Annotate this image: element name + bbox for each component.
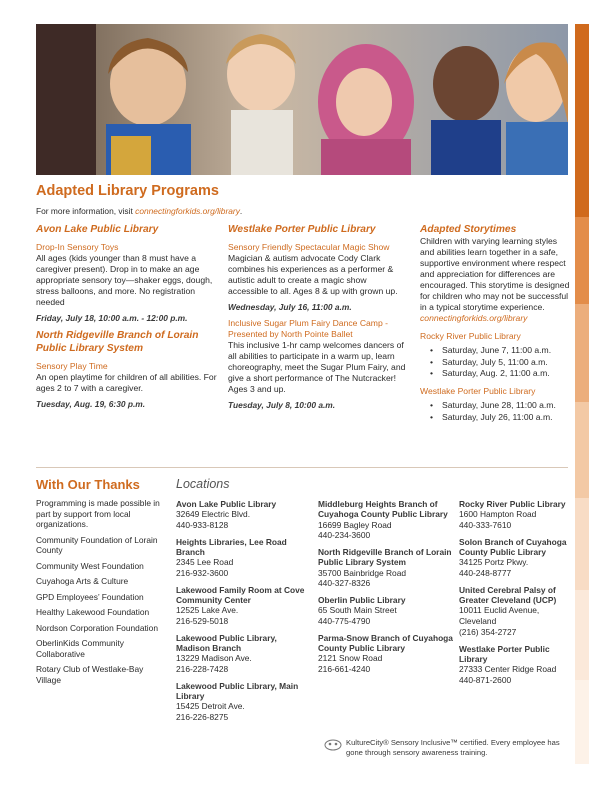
location-phone: 440-871-2600 [459,674,512,685]
sponsor-item: Rotary Club of Westlake-Bay Village [36,664,144,685]
location-address: 15425 Detroit Ave. [176,701,245,712]
intro-lead: For more information, visit [36,206,136,216]
location-name: Middleburg Heights Branch of Cuyahoga County Public Library [318,499,448,520]
location-address: 34125 Portz Pkwy. [459,557,529,568]
location-address: 65 South Main Street [318,605,397,616]
location-name: Westlake Porter Public Library [459,643,550,664]
locations-column-1 [176,499,311,729]
kulturecity-badge-icon [324,739,342,751]
program-description: This inclusive 1-hr camp welcomes dancers of all abilities to participate in a warm up, learn choreography, meet the Sugar Plum Fairy, and give a short performance of The Nutcracker! Ages 3 and up. [228,340,406,395]
kulturecity-text: KultureCity® Sensory Inclusive™ certified. Every employee has gone through sensory awareness training. [346,738,560,757]
location-entry [318,547,453,589]
location-address: 2345 Lee Road [176,557,234,568]
library-heading: Avon Lake Public Library [36,224,159,235]
location-name: Lakewood Family Room at Cove Community Center [176,584,305,605]
location-name: Oberlin Public Library [318,595,406,605]
intro-end: . [239,206,243,216]
program-date: Tuesday, July 8, 10:00 a.m. [228,400,336,411]
programs-column-1 [36,224,218,410]
location-address: 2121 Snow Road [318,653,383,664]
location-address: 1600 Hampton Road [459,509,537,520]
intro-link[interactable]: connectingforkids.org/library [135,206,240,216]
locations-column-3 [459,499,571,692]
location-name: Lakewood Public Library, Madison Branch [176,632,277,653]
storytime-library: Rocky River Public Library [420,331,521,342]
location-name: Rocky River Public Library [459,499,566,509]
section-divider [36,467,568,468]
location-address: 12525 Lake Ave. [176,605,239,616]
location-name: North Ridgeville Branch of Lorain Public Library System [318,547,452,568]
schedule-list [420,400,572,423]
library-heading: North Ridgeville Branch of Lorain Public Library System [36,330,199,354]
programs-column-2 [228,224,406,411]
schedule-item: • Saturday, July 5, 11:00 a.m. [420,357,572,368]
kulturecity-note [322,738,572,758]
sponsor-item: Community West Foundation [36,560,144,571]
sponsor-item: Community Foundation of Lorain County [36,534,158,555]
location-address: 16699 Bagley Road [318,519,392,530]
location-address: 13229 Madison Ave. [176,653,252,664]
sponsor-item: GPD Employees’ Foundation [36,591,144,602]
location-entry [176,585,311,627]
thanks-heading: With Our Thanks [36,477,140,492]
program-date: Tuesday, Aug. 19, 6:30 p.m. [36,399,146,410]
thanks-intro: Programming is made possible in part by support from local organizations. [36,498,160,529]
location-entry [318,633,453,675]
location-name: Solon Branch of Cuyahoga County Public Library [459,536,567,557]
location-entry [459,644,571,686]
location-address: 27333 Center Ridge Road [459,664,557,674]
stripe-2 [575,217,589,304]
location-entry [176,633,311,675]
location-phone: 216-226-8275 [176,712,229,722]
program-description: Magician & autism advocate Cody Clark combines his experiences as a performer & autistic adult to create a magic show accessible to all. Ages 8 & up with grown up. [228,253,398,297]
thanks-list [36,498,164,690]
location-name: Avon Lake Public Library [176,499,277,509]
stripe-4 [575,402,589,498]
program-description: An open playtime for children of all abilities. For ages 2 to 7 with a caregiver. [36,372,217,394]
library-heading: Westlake Porter Public Library [228,224,376,235]
location-name: Heights Libraries, Lee Road Branch [176,536,287,557]
location-entry [176,499,311,531]
stripe-1 [575,24,589,217]
intro-text [36,206,242,217]
location-address: 32649 Electric Blvd. [176,509,251,520]
schedule-item: • Saturday, June 28, 11:00 a.m. [420,400,572,411]
schedule-item: • Saturday, July 26, 11:00 a.m. [420,412,572,423]
sponsor-item: Cuyahoga Arts & Culture [36,576,129,586]
program-description: All ages (kids younger than 8 must have a caregiver present). Drop in to make an age appropriate sensory toy—shaker eggs, dough, stress balloons, and more. No registration needed [36,253,213,308]
location-phone: 216-529-5018 [176,616,229,626]
schedule-list [420,345,572,379]
stripe-5 [575,498,589,590]
schedule-item: • Saturday, June 7, 11:00 a.m. [420,345,572,356]
location-phone: 440-234-3600 [318,530,371,541]
sponsor-item: Nordson Corporation Foundation [36,622,158,633]
location-entry [459,585,571,638]
storytime-description: Children with varying learning styles and abilities learn together in a safe, supportive environment where respect and appreciation for differences are encouraged. This storytime is designed for children who may not be successful in a typical storytime experience. [420,236,570,313]
program-date: Wednesday, July 16, 11:00 a.m. [228,302,352,313]
header-photo [36,24,568,175]
program-title: Inclusive Sugar Plum Fairy Dance Camp - Presented by North Pointe Ballet [228,318,388,340]
location-name: Parma-Snow Branch of Cuyahoga County Public Library [318,632,453,653]
programs-column-3 [420,224,572,423]
location-name: United Cerebral Palsy of Greater Cleveland (UCP) [459,584,557,605]
program-title: Sensory Friendly Spectacular Magic Show [228,242,390,253]
location-phone: 440-933-8128 [176,520,229,530]
stripe-6 [575,590,589,680]
storytime-heading: Adapted Storytimes [420,224,517,235]
stripe-7 [575,680,589,764]
location-phone: 216-228-7428 [176,664,229,674]
location-entry [318,499,453,541]
program-title: Sensory Play Time [36,361,108,372]
location-entry [176,681,311,723]
sponsor-item: OberlinKids Community Collaborative [36,638,124,659]
page-title: Adapted Library Programs [36,183,219,199]
storytime-link[interactable]: connectingforkids.org/library [420,313,528,324]
location-phone: 440-327-8326 [318,578,371,589]
location-entry [318,595,453,627]
location-entry [176,537,311,579]
location-entry [459,537,571,579]
location-phone: 440-775-4790 [318,616,371,626]
locations-column-2 [318,499,453,681]
location-address: 35700 Bainbridge Road [318,567,407,578]
location-entry [459,499,571,531]
side-color-stripes [575,24,589,764]
location-address: 10011 Euclid Avenue, Cleveland [459,605,540,626]
stripe-3 [575,304,589,402]
location-phone: (216) 354-2727 [459,626,517,637]
program-title: Drop-In Sensory Toys [36,242,119,253]
program-date: Friday, July 18, 10:00 a.m. - 12:00 p.m. [36,313,188,324]
location-name: Lakewood Public Library, Main Library [176,680,299,701]
location-phone: 440-248-8777 [459,568,512,578]
locations-heading: Locations [176,477,230,491]
sponsor-item: Healthy Lakewood Foundation [36,607,150,617]
location-phone: 440-333-7610 [459,520,512,530]
location-phone: 216-661-4240 [318,664,371,674]
children-photo-icon [36,24,568,175]
location-phone: 216-932-3600 [176,568,229,578]
schedule-item: • Saturday, Aug. 2, 11:00 a.m. [420,368,572,379]
storytime-library: Westlake Porter Public Library [420,386,536,397]
